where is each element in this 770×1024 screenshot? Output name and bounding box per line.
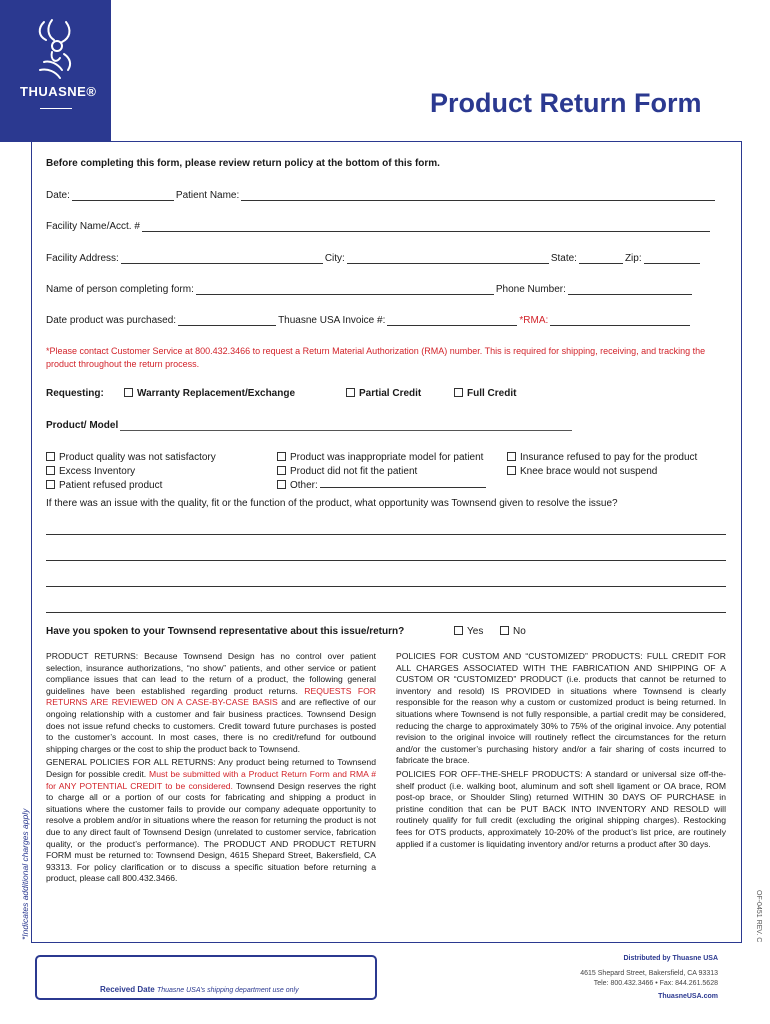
policy-text: Townsend Design reserves the right to charge all or a portion of our costs for fabricating and shipping a product in situations where the customer fails to provide our company adequate opportunity to resolve a problem and/or in situations where the reason for returning the product is not due to any direct fault of Townsend Design (unrelated to customer service, fabrication quality, or the product’s performance). The PRODUCT AND PRODUCT RETURN FORM must be returned to: Townsend Design, 4615 Shepard Street, Bakersfield, CA 93313. For policy clarification or to discuss a specific situation before returning a product, please call 800.432.3466. <box>46 780 376 884</box>
policy-highlight: REQUESTS FOR RETURNS ARE REVIEWED ON A CASE-BY-CASE BASIS <box>46 685 376 708</box>
answer-line[interactable] <box>46 560 726 561</box>
checkbox[interactable] <box>454 388 463 397</box>
checkbox[interactable] <box>46 452 55 461</box>
reason-label: Product quality was not satisfactory <box>59 452 216 463</box>
facility-address-label: Facility Address: <box>46 253 119 264</box>
zip-field[interactable] <box>644 254 700 264</box>
facility-name-field[interactable] <box>142 222 710 232</box>
spoken-yes[interactable] <box>454 626 500 637</box>
policy-general <box>46 757 376 885</box>
checkbox[interactable] <box>454 626 463 635</box>
spoken-no[interactable] <box>500 626 526 637</box>
spoken-yes-label: Yes <box>467 626 484 637</box>
zip-label: Zip: <box>624 253 642 264</box>
reason-other[interactable] <box>277 479 488 493</box>
brand-logo-block <box>0 0 111 142</box>
checkbox[interactable] <box>507 452 516 461</box>
rma-notice: *Please contact Customer Service at 800.432.3466 to request a Return Material Authorization (RMA) number. This is required for shipping, receiving, and tracking the product throughout the return process. <box>46 346 706 369</box>
patient-name-label: Patient Name: <box>175 190 240 201</box>
date-purchased-label: Date product was purchased: <box>46 315 177 326</box>
policy-right <box>396 651 726 852</box>
product-model-label: Product/ Model <box>46 420 119 431</box>
option-partial-credit-label: Partial Credit <box>359 388 422 399</box>
answer-line[interactable] <box>46 534 726 535</box>
person-completing-field[interactable] <box>196 285 494 295</box>
checkbox[interactable] <box>46 480 55 489</box>
brand-name: THUASNE® <box>20 84 97 99</box>
date-field[interactable] <box>72 191 174 201</box>
reasons-col-1 <box>46 451 216 493</box>
checkbox[interactable] <box>346 388 355 397</box>
policy-text: GENERAL POLICIES FOR ALL RETURNS: Any product being returned to Townsend Design for possible credit. <box>46 757 376 779</box>
requesting-label: Requesting: <box>46 388 104 399</box>
rma-label: *RMA: <box>519 315 549 326</box>
row-purchase <box>46 315 692 326</box>
checkbox[interactable] <box>277 480 286 489</box>
policy-product-returns <box>46 651 376 755</box>
policy-off-the-shelf: POLICIES FOR OFF-THE-SHELF PRODUCTS: A standard or universal size off-the-shelf product (i.e. walking boot, aluminum and soft shell ligament or OA brace, ROM post-op brace, or Shoulder Sling) returned WITHIN 30 DAYS OF PURCHASE in pristine condition that can be PUT BACK INTO INVENTORY AND RESOLD will routinely qualify for full credit (excluding the original shipping charges). Restocking fees for OTS products, approximately 10-20% of the product’s list price, are routinely applied if a customer is liquidating inventory and/or returns a product after 30 days. <box>396 768 726 849</box>
row-facility-name <box>46 221 712 232</box>
reason-label: Knee brace would not suspend <box>520 466 658 477</box>
person-completing-label: Name of person completing form: <box>46 284 194 295</box>
checkbox[interactable] <box>507 466 516 475</box>
distributor-title: Distributed by Thuasne USA <box>623 955 718 962</box>
reason-label: Excess Inventory <box>59 466 136 477</box>
side-note: *Indicates additional charges apply <box>20 808 30 940</box>
row-person-phone <box>46 284 694 295</box>
answer-line[interactable] <box>46 612 726 613</box>
state-field[interactable] <box>579 254 623 264</box>
reason-insurance[interactable] <box>507 451 697 465</box>
revision-code: OF-0451 REV. C <box>755 890 762 943</box>
row-date-patient <box>46 190 717 201</box>
option-partial-credit[interactable] <box>346 388 454 399</box>
reasons-col-2 <box>277 451 488 493</box>
city-field[interactable] <box>347 254 549 264</box>
row-address <box>46 253 702 264</box>
reasons-col-3 <box>507 451 697 479</box>
city-label: City: <box>324 253 345 264</box>
reason-inappropriate[interactable] <box>277 451 488 465</box>
state-label: State: <box>550 253 577 264</box>
requesting-row <box>46 388 516 399</box>
date-label: Date: <box>46 190 70 201</box>
reason-label: Other: <box>290 480 318 491</box>
brand-divider <box>40 108 72 109</box>
checkbox[interactable] <box>277 452 286 461</box>
other-field[interactable] <box>320 480 486 488</box>
invoice-label: Thuasne USA Invoice #: <box>278 315 386 326</box>
date-purchased-field[interactable] <box>178 316 276 326</box>
reason-no-fit[interactable] <box>277 465 488 479</box>
facility-address-field[interactable] <box>121 254 323 264</box>
distributor-phone: Tele: 800.432.3466 • Fax: 844.261.5628 <box>593 980 718 987</box>
spoken-label: Have you spoken to your Townsend representative about this issue/return? <box>46 626 405 637</box>
patient-name-field[interactable] <box>241 191 715 201</box>
product-model-field[interactable] <box>120 421 572 431</box>
page-title: Product Return Form <box>430 88 702 118</box>
form-intro: Before completing this form, please review return policy at the bottom of this form. <box>46 158 440 169</box>
reason-refused[interactable] <box>46 479 216 493</box>
spoken-no-label: No <box>513 626 526 637</box>
checkbox[interactable] <box>124 388 133 397</box>
option-warranty-label: Warranty Replacement/Exchange <box>137 388 296 399</box>
phone-label: Phone Number: <box>495 284 566 295</box>
policy-custom: POLICIES FOR CUSTOM AND “CUSTOMIZED” PRODUCTS: FULL CREDIT FOR ALL CHARGES ASSOCIATED WITH THE FABRICATION AND SHIPPING OF A CUSTOM OR “CUSTOMIZED” PRODUCT (i.e. products that cannot be returned to inventory and resold) IS PROVIDED in situations where Townsend is clearly responsible for the reason why a custom or customized product is being returned. In situations where Townsend is not fully responsible, a partial credit may be considered, reducing the charge to approximately 30% to 75% of the original invoice. Any potential revision to the original invoice will routinely reflect the circumstances for the return and/or the customer’s purchasing history and/or a fair sharing of costs incurred to fabricate the brace. <box>396 651 726 766</box>
invoice-field[interactable] <box>387 316 517 326</box>
option-full-credit[interactable] <box>454 388 516 399</box>
facility-name-label: Facility Name/Acct. # <box>46 221 140 232</box>
policy-highlight: Must be submitted with a Product Return Form and RMA # for ANY POTENTIAL CREDIT to be considered. <box>46 768 377 791</box>
received-label: Received Date <box>100 985 155 994</box>
rma-field[interactable] <box>550 316 690 326</box>
checkbox[interactable] <box>500 626 509 635</box>
phone-field[interactable] <box>568 285 692 295</box>
option-full-credit-label: Full Credit <box>467 388 517 399</box>
distributor-address: 4615 Shepard Street, Bakersfield, CA 93313 <box>580 970 718 977</box>
distributor-web-link[interactable]: ThuasneUSA.com <box>658 993 718 1000</box>
reason-label: Product did not fit the patient <box>290 466 418 477</box>
product-model-row <box>46 420 574 431</box>
answer-line[interactable] <box>46 586 726 587</box>
checkbox[interactable] <box>46 466 55 475</box>
reason-quality[interactable] <box>46 451 216 465</box>
received-label-row <box>100 985 299 994</box>
reason-label: Insurance refused to pay for the product <box>520 452 698 463</box>
reason-label: Patient refused product <box>59 480 163 491</box>
reason-excess[interactable] <box>46 465 216 479</box>
spoken-row <box>46 626 526 637</box>
reason-label: Product was inappropriate model for patient <box>290 452 484 463</box>
received-sublabel: Thuasne USA’s shipping department use only <box>156 987 299 994</box>
thuasne-angel-icon <box>30 18 82 80</box>
option-warranty[interactable] <box>124 388 346 399</box>
policy-left <box>46 651 376 887</box>
checkbox[interactable] <box>277 466 286 475</box>
policy-text: and are reflective of our ongoing relationship with a customer and fair business practices. Townsend Design does not issue refund checks to customers. Credit toward future purchases is posted to the customer’s account. In most cases, there is no credit/refund for outbound shipping charges or the cost to ship the product back to Townsend. <box>46 697 376 754</box>
reason-knee-brace[interactable] <box>507 465 697 479</box>
resolve-question: If there was an issue with the quality, fit or the function of the product, what opportunity was Townsend given to resolve the issue? <box>46 498 618 509</box>
policy-text: PRODUCT RETURNS: Because Townsend Design has no control over patient selection, insurance authorizations, “no show” patients, and other service or patient compliance issues that can lead to the return of a product, the following general guidelines have been established regarding product returns. <box>46 651 376 696</box>
